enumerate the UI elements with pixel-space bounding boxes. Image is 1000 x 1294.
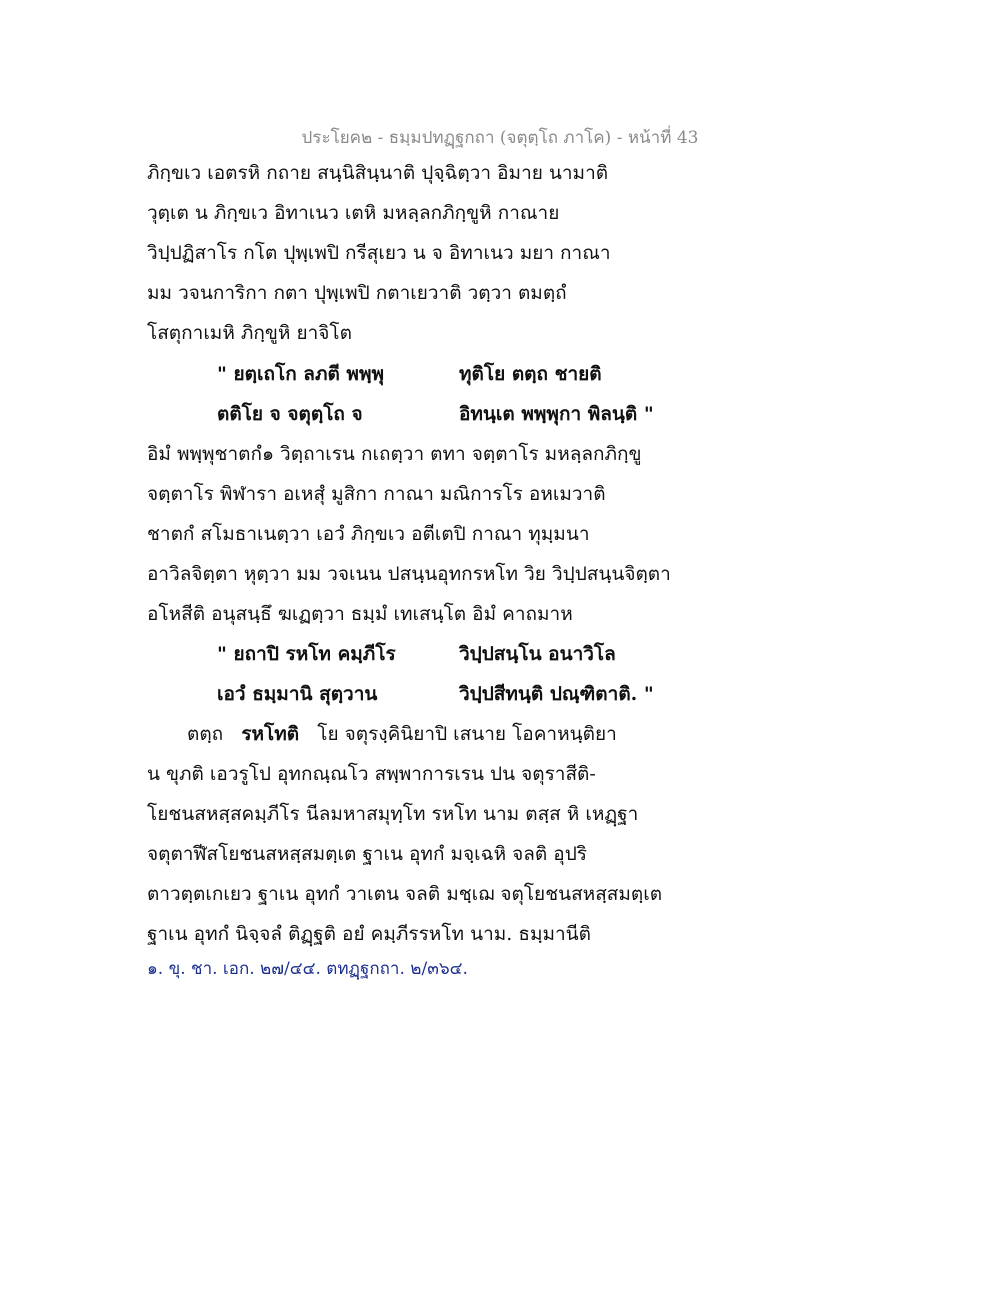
body-line: ตาวตฺตเกเยว ฐาเน อุทกํ วาเตน จลติ มชฺเฌ จตุโยชนสหสฺสมตฺเต [147, 883, 663, 905]
body-line: อิมํ พพฺพุชาตกํ๑ วิตฺถาเรน กเถตฺวา ตทา จตฺตาโร มหลฺลกภิกฺขู [147, 443, 642, 465]
body-line: วิปฺปฏิสาโร กโต ปุพฺเพปิ กรีสุเยว น จ อิทาเนว มยา กาณา [147, 242, 611, 264]
paragraph-lead-rest: โย จตุรงฺคินิยาปิ เสนาย โอคาหนฺติยา [317, 723, 617, 745]
body-line: มม วจนการิกา กตา ปุพฺเพปิ กตาเยวาติ วตฺวา ตมตฺถํ [147, 282, 567, 304]
footnote: ๑. ขุ. ชา. เอก. ๒๗/๔๔. ตทฏฺฐกถา. ๒/๓๖๔. [147, 959, 468, 979]
page-header: ประโยค๒ - ธมฺมปทฏฺฐกถา (จตุตฺโถ ภาโค) - หน้าที่ 43 [301, 128, 699, 148]
body-line: วุตฺเต น ภิกฺขเว อิทาเนว เตหิ มหลฺลกภิกฺขูหิ กาณาย [147, 202, 560, 224]
verse-line: อิทนฺเต พพฺพุกา พิลนฺติ " [459, 403, 654, 425]
body-line: ชาตกํ สโมธาเนตฺวา เอวํ ภิกฺขเว อตีเตปิ กาณา ทุมฺมนา [147, 523, 590, 545]
body-line: โสตุกาเมหิ ภิกฺขูหิ ยาจิโต [147, 322, 352, 344]
body-line: จตุตาฬีสโยชนสหสฺสมตฺเต ฐาเน อุทกํ มจฺเฉหิ จลติ อุปริ [147, 843, 587, 865]
body-line [187, 725, 617, 744]
body-line: ฐาเน อุทกํ นิจฺจลํ ติฏฺฐติ อยํ คมฺภีรรหโท นาม. ธมฺมานีติ [147, 923, 591, 945]
verse-line: วิปฺปสีทนฺติ ปณฺฑิตาติ. " [459, 683, 654, 705]
verse-line: " ยตฺเถโก ลภตี พพฺพุ [217, 363, 385, 385]
verse-line: วิปฺปสนฺโน อนาวิโล [459, 643, 616, 665]
body-line: จตฺตาโร พิฬารา อเหสุํ มูสิกา กาณา มณิการโร อหเมวาติ [147, 483, 606, 505]
defined-term: รหโทติ [241, 723, 300, 745]
body-line: อโหสีติ อนุสนฺธึ ฆเฏตฺวา ธมฺมํ เทเสนฺโต อิมํ คาถมาห [147, 603, 573, 625]
body-line: น ขุภติ เอวรูโป อุทกณฺณโว สพฺพาการเรน ปน จตุราสีติ- [147, 763, 596, 785]
verse-line: " ยถาปิ รหโท คมฺภีโร [217, 643, 396, 665]
verse-line: ตติโย จ จตุตฺโถ จ [217, 403, 363, 425]
paragraph-lead-word: ตตฺถ [187, 723, 224, 745]
body-line: อาวิลจิตฺตา หุตฺวา มม วจเนน ปสนฺนอุทกรหโท วิย วิปฺปสนฺนจิตฺตา [147, 563, 671, 585]
verse-line: เอวํ ธมฺมานิ สุตฺวาน [217, 683, 378, 705]
verse-line: ทุติโย ตตฺถ ชายติ [459, 363, 602, 385]
body-line: โยชนสหสฺสคมฺภีโร นีลมหาสมุทฺโท รหโท นาม ตสฺส หิ เหฏฺฐา [147, 803, 639, 825]
body-line: ภิกฺขเว เอตรหิ กถาย สนฺนิสินฺนาติ ปุจฺฉิตฺวา อิมาย นามาติ [147, 162, 609, 184]
